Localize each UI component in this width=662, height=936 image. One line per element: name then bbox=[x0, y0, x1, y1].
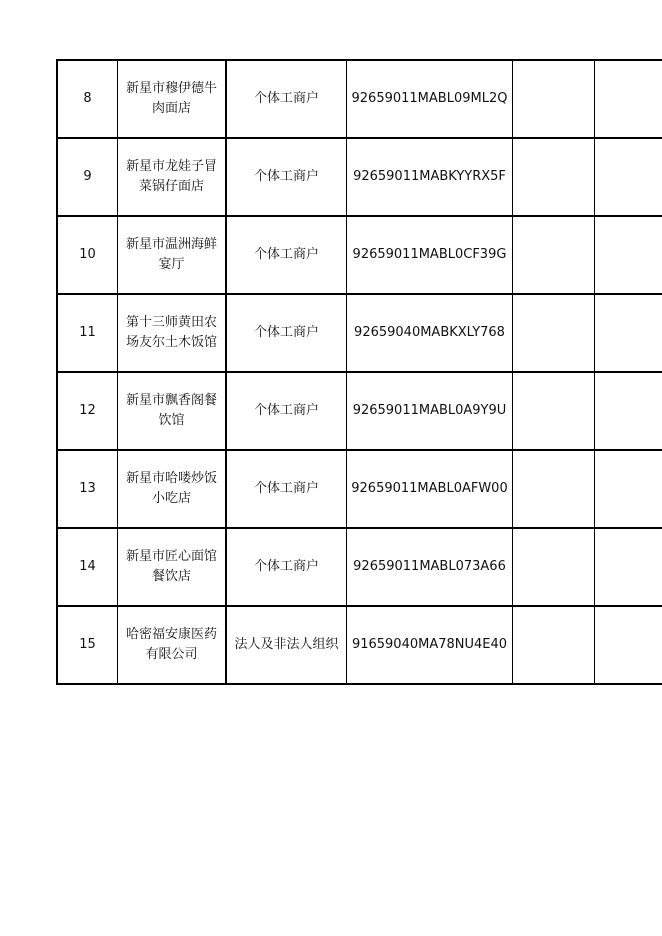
row-number: 11 bbox=[57, 294, 118, 372]
row-number: 10 bbox=[57, 216, 118, 294]
credit-code: 92659011MABL0A9Y9U bbox=[347, 372, 513, 450]
row-number: 9 bbox=[57, 138, 118, 216]
entity-type: 个体工商户 bbox=[226, 138, 347, 216]
table-row bbox=[57, 450, 662, 528]
empty-cell bbox=[595, 216, 662, 294]
entity-name: 第十三师黄田农场友尔土木饭馆 bbox=[118, 294, 227, 372]
empty-cell bbox=[513, 60, 595, 138]
entity-name: 新星市哈喽炒饭小吃店 bbox=[118, 450, 227, 528]
empty-cell bbox=[513, 450, 595, 528]
credit-code: 91659040MA78NU4E40 bbox=[347, 606, 513, 684]
row-number: 8 bbox=[57, 60, 118, 138]
empty-cell bbox=[513, 528, 595, 606]
entity-name: 新星市匠心面馆餐饮店 bbox=[118, 528, 227, 606]
table-row bbox=[57, 216, 662, 294]
empty-cell bbox=[595, 372, 662, 450]
credit-code: 92659011MABL0CF39G bbox=[347, 216, 513, 294]
entity-type: 个体工商户 bbox=[226, 216, 347, 294]
empty-cell bbox=[595, 60, 662, 138]
empty-cell bbox=[595, 606, 662, 684]
empty-cell bbox=[513, 138, 595, 216]
empty-cell bbox=[595, 528, 662, 606]
table-row bbox=[57, 60, 662, 138]
table-row bbox=[57, 606, 662, 684]
row-number: 12 bbox=[57, 372, 118, 450]
credit-code: 92659011MABL073A66 bbox=[347, 528, 513, 606]
empty-cell bbox=[595, 138, 662, 216]
row-number: 14 bbox=[57, 528, 118, 606]
entity-type: 法人及非法人组织 bbox=[226, 606, 347, 684]
credit-code: 92659040MABKXLY768 bbox=[347, 294, 513, 372]
empty-cell bbox=[513, 216, 595, 294]
registry-table bbox=[56, 59, 662, 685]
row-number: 13 bbox=[57, 450, 118, 528]
entity-type: 个体工商户 bbox=[226, 450, 347, 528]
table-row bbox=[57, 294, 662, 372]
empty-cell bbox=[513, 372, 595, 450]
entity-name: 新星市温洲海鲜宴厅 bbox=[118, 216, 227, 294]
entity-type: 个体工商户 bbox=[226, 372, 347, 450]
entity-name: 新星市飘香阁餐饮馆 bbox=[118, 372, 227, 450]
entity-name: 新星市龙娃子冒菜锅仔面店 bbox=[118, 138, 227, 216]
entity-name: 哈密福安康医药有限公司 bbox=[118, 606, 227, 684]
empty-cell bbox=[513, 606, 595, 684]
entity-name: 新星市穆伊德牛肉面店 bbox=[118, 60, 227, 138]
table-row bbox=[57, 138, 662, 216]
entity-type: 个体工商户 bbox=[226, 60, 347, 138]
credit-code: 92659011MABL09ML2Q bbox=[347, 60, 513, 138]
table-row bbox=[57, 528, 662, 606]
credit-code: 92659011MABKYYRX5F bbox=[347, 138, 513, 216]
table-body bbox=[57, 60, 662, 684]
credit-code: 92659011MABL0AFW00 bbox=[347, 450, 513, 528]
row-number: 15 bbox=[57, 606, 118, 684]
empty-cell bbox=[513, 294, 595, 372]
entity-type: 个体工商户 bbox=[226, 294, 347, 372]
table-row bbox=[57, 372, 662, 450]
empty-cell bbox=[595, 294, 662, 372]
empty-cell bbox=[595, 450, 662, 528]
entity-type: 个体工商户 bbox=[226, 528, 347, 606]
